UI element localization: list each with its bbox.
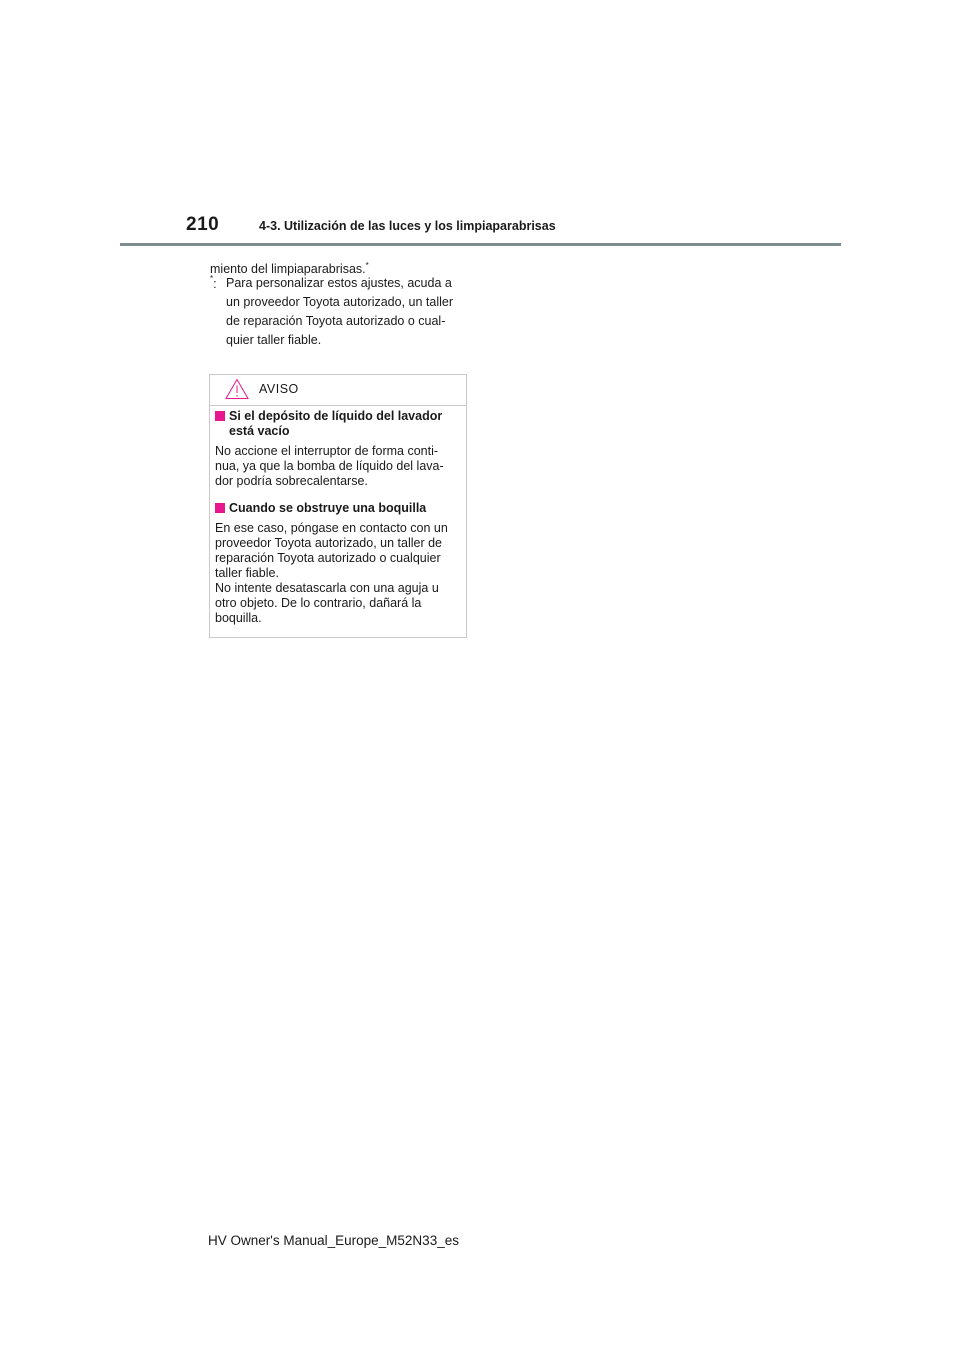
aviso-box	[209, 374, 467, 638]
footnote-line: un proveedor Toyota autorizado, un taller	[226, 295, 454, 309]
footnote-line: quier taller fiable.	[226, 333, 322, 347]
body-line: miento del limpiaparabrisas.*	[210, 261, 369, 277]
footnote-line: de reparación Toyota autorizado o cual-	[226, 314, 446, 328]
footnote-marker: *	[365, 261, 369, 270]
bullet-square-icon	[215, 411, 225, 421]
footer-text: HV Owner's Manual_Europe_M52N33_es	[208, 1233, 459, 1248]
aviso-item	[215, 501, 463, 626]
aviso-item-heading: Si el depósito de líquido del lavador está vacío	[215, 409, 463, 439]
header-rule	[120, 243, 841, 246]
aviso-item	[215, 409, 463, 489]
page-number: 210	[186, 214, 220, 235]
aviso-item-body: En ese caso, póngase en contacto con un proveedor Toyota autorizado, un taller de reparación Toyota autorizado o cualquier taller fiable. No intente desatascarla con una aguja u otro objeto. De lo contrario, dañará la boquilla.	[215, 521, 448, 625]
warning-triangle-icon	[225, 378, 249, 400]
aviso-label: AVISO	[259, 382, 299, 396]
aviso-item-body: No accione el interruptor de forma conti- nua, ya que la bomba de líquido del lava- dor podría sobrecalentarse.	[215, 444, 444, 488]
footnote-mark: *:	[210, 274, 217, 292]
aviso-item-heading: Cuando se obstruye una boquilla	[215, 501, 463, 516]
bullet-square-icon	[215, 503, 225, 513]
footnote-line: Para personalizar estos ajustes, acuda a	[226, 276, 452, 290]
aviso-header	[210, 375, 466, 406]
section-title: 4-3. Utilización de las luces y los limpiaparabrisas	[259, 219, 556, 233]
